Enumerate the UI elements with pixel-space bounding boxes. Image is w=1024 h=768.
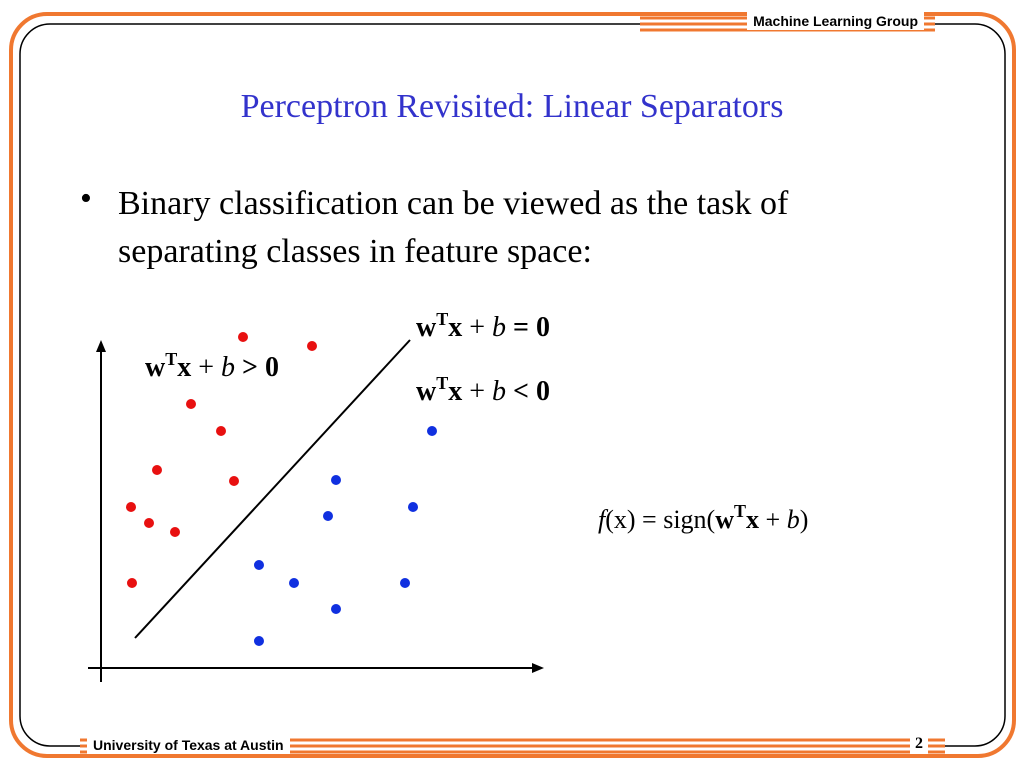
equation-decision-function — [598, 501, 809, 535]
blue-point — [400, 578, 410, 588]
equation-positive-region — [145, 349, 280, 384]
red-point — [152, 465, 162, 475]
blue-point — [427, 426, 437, 436]
eq-b: b — [492, 312, 507, 343]
red-point — [238, 332, 248, 342]
eq-x: x — [448, 312, 463, 343]
separating-line — [135, 340, 410, 638]
eq-x: x — [177, 352, 192, 383]
red-point — [144, 518, 154, 528]
eq-w: w — [715, 505, 734, 534]
bullet-text: Binary classification can be viewed as the task of separating classes in feature space: — [118, 185, 789, 270]
eq-transpose: T — [436, 373, 449, 393]
blue-point — [323, 511, 333, 521]
eq-transpose: T — [734, 501, 747, 521]
red-point — [186, 399, 196, 409]
red-point — [307, 341, 317, 351]
eq-x: x — [746, 505, 760, 534]
eq-close: ) — [799, 505, 809, 534]
eq-w: w — [416, 312, 437, 343]
eq-relation: = 0 — [506, 312, 551, 343]
eq-transpose: T — [436, 309, 449, 329]
eq-relation: < 0 — [506, 376, 551, 407]
blue-point — [254, 560, 264, 570]
blue-point — [289, 578, 299, 588]
eq-arg: (x) = sign( — [605, 505, 716, 534]
bullet-marker: • — [80, 180, 92, 217]
eq-w: w — [145, 352, 166, 383]
red-point — [170, 527, 180, 537]
eq-f: f — [598, 505, 606, 534]
eq-plus: + — [759, 505, 787, 534]
red-point — [229, 476, 239, 486]
eq-transpose: T — [165, 349, 178, 369]
blue-point — [331, 475, 341, 485]
footer-university: University of Texas at Austin — [87, 736, 290, 754]
red-point — [126, 502, 136, 512]
header-group-label: Machine Learning Group — [747, 12, 924, 30]
eq-x: x — [448, 376, 463, 407]
equation-decision-boundary — [416, 309, 551, 344]
eq-b: b — [786, 505, 800, 534]
eq-relation: > 0 — [235, 352, 280, 383]
eq-plus: + — [191, 352, 222, 383]
eq-plus: + — [462, 376, 493, 407]
blue-point — [408, 502, 418, 512]
y-axis-arrowhead — [96, 340, 106, 352]
x-axis-arrowhead — [532, 663, 544, 673]
blue-class-points — [254, 426, 437, 646]
red-point — [216, 426, 226, 436]
eq-b: b — [221, 352, 236, 383]
equation-negative-region — [416, 373, 551, 408]
page-number: 2 — [910, 734, 928, 754]
blue-point — [331, 604, 341, 614]
red-point — [127, 578, 137, 588]
eq-plus: + — [462, 312, 493, 343]
blue-point — [254, 636, 264, 646]
slide-title: Perceptron Revisited: Linear Separators — [240, 88, 784, 125]
eq-b: b — [492, 376, 507, 407]
eq-w: w — [416, 376, 437, 407]
